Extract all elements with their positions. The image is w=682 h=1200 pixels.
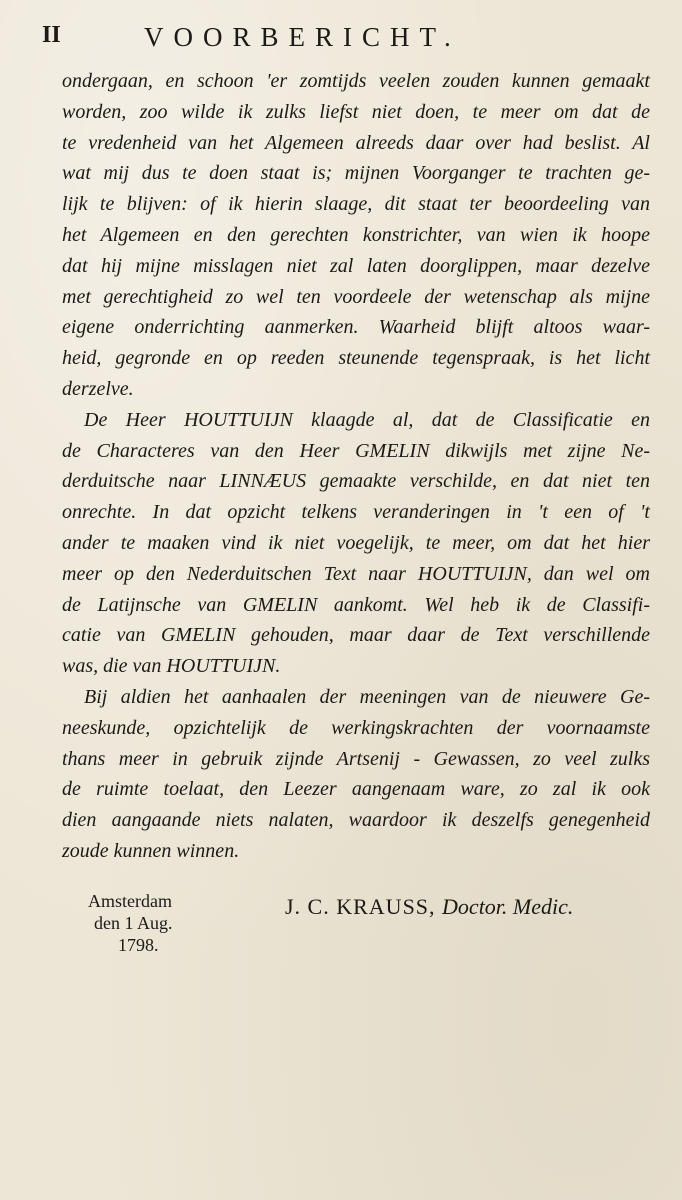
- page-title: VOORBERICHT.: [144, 22, 461, 52]
- text-line: te vredenheid van het Algemeen alreeds daar over had beslist. Al: [62, 131, 650, 154]
- place: Amsterdam: [88, 891, 172, 911]
- text-line: ander te maaken vind ik niet voegelijk, te meer, om dat het hier: [62, 531, 650, 554]
- text-line: derduitsche naar LINNÆUS gemaakte verschilde, en dat niet ten: [62, 470, 650, 493]
- text-line: het Algemeen en den gerechten konstrichter, van wien ik hoope: [62, 223, 650, 246]
- signature: [285, 894, 573, 920]
- text-line: was, die van HOUTTUIJN.: [62, 655, 281, 678]
- text-line: meer op den Nederduitschen Text naar HOUTTUIJN, dan wel om: [62, 562, 650, 585]
- text-line: wat mij dus te doen staat is; mijnen Voorganger te trachten ge-: [62, 162, 650, 185]
- text-line: eigene onderrichting aanmerken. Waarheid blijft altoos waar-: [62, 316, 650, 339]
- text-line: onrechte. In dat opzicht telkens veranderingen in 't een of 't: [62, 501, 650, 524]
- date: den 1 Aug.: [94, 913, 173, 933]
- text-line: zoude kunnen winnen.: [62, 839, 240, 862]
- text-line: ondergaan, en schoon 'er zomtijds veelen zouden kunnen gemaakt: [62, 70, 650, 92]
- text-line: Bij aldien het aanhaalen der meeningen van de nieuwere Ge-: [84, 685, 650, 708]
- page-number: II: [42, 22, 61, 48]
- running-head: [42, 22, 642, 58]
- text-line: worden, zoo wilde ik zulks liefst niet doen, te meer om dat de: [62, 100, 650, 123]
- text-line: dien aangaande niets nalaten, waardoor ik deszelfs genegenheid: [62, 809, 650, 832]
- text-line: derzelve.: [62, 377, 134, 400]
- text-line: heid, gegronde en op reeden steunende tegenspraak, is het licht: [62, 347, 650, 370]
- text-line: de Latijnsche van GMELIN aankomt. Wel heb ik de Classifi-: [62, 593, 650, 616]
- place-date: [88, 890, 173, 956]
- text-line: catie van GMELIN gehouden, maar daar de Text verschillende: [62, 624, 650, 647]
- text-line: met gerechtigheid zo wel ten voordeele der wetenschap als mijne: [62, 285, 650, 308]
- text-line: thans meer in gebruik zijnde Artsenij - Gewassen, zo veel zulks: [62, 747, 650, 770]
- text-line: De Heer HOUTTUIJN klaagde al, dat de Classificatie en: [84, 408, 650, 431]
- text-line: dat hij mijne misslagen niet zal laten doorglippen, maar dezelve: [62, 254, 650, 277]
- closing-block: [88, 890, 658, 970]
- signature-title: Doctor. Medic.: [442, 894, 574, 919]
- year: 1798.: [118, 935, 159, 955]
- text-line: de ruimte toelaat, den Leezer aangenaam ware, zo zal ik ook: [62, 778, 650, 801]
- text-line: neeskunde, opzichtelijk de werkingskrachten der voornaamste: [62, 716, 650, 739]
- signature-name: J. C. KRAUSS,: [285, 894, 436, 919]
- text-line: de Characteres van den Heer GMELIN dikwijls met zijne Ne-: [62, 439, 650, 462]
- text-line: lijk te blijven: of ik hierin slaage, dit staat ter beoordeeling van: [62, 193, 650, 216]
- body-text: [62, 66, 650, 867]
